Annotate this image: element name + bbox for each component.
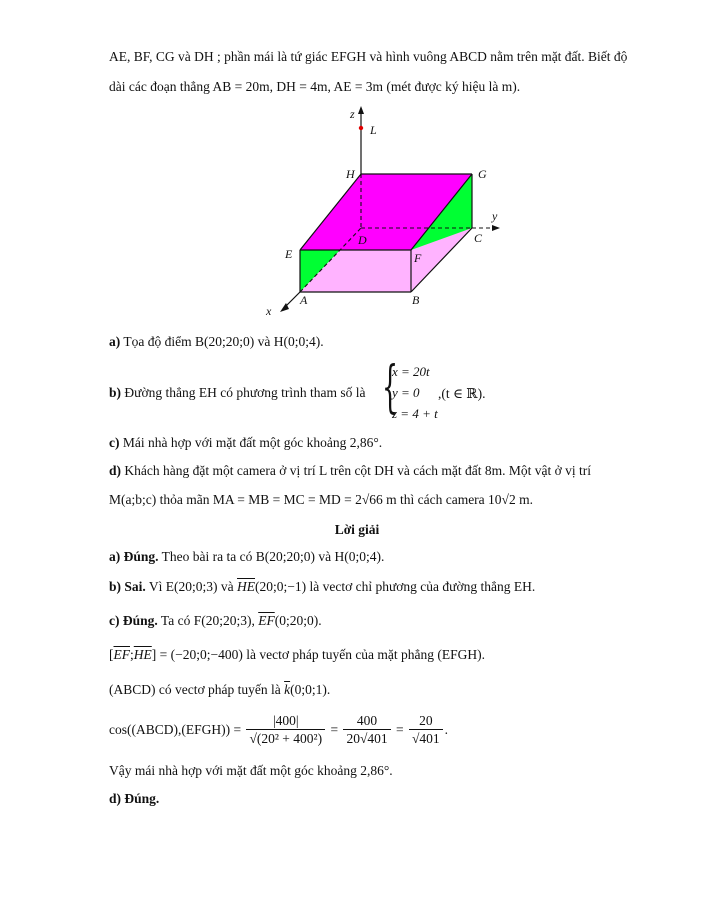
label-L: L [370, 123, 377, 137]
label-H: H [346, 167, 355, 181]
intro-line-1: AE, BF, CG và DH ; phần mái là tứ giác EFGH và hình vuông ABCD nằm trên mặt đất. Biết độ [109, 49, 628, 64]
solution-c-text: Ta có F(20;20;3), [160, 613, 255, 628]
statement-a [109, 333, 324, 351]
solution-d-label: d) Đúng. [109, 791, 160, 806]
solution-b-text-2: (20;0;−1) là vectơ chỉ phương của đường thẳng EH. [255, 579, 536, 594]
fraction-3-den: √401 [412, 731, 440, 747]
label-E: E [285, 247, 293, 261]
statement-c-text: Mái nhà hợp với mặt đất một góc khoảng 2,86°. [122, 435, 383, 450]
label-z: z [350, 107, 355, 121]
fraction-1-den: √(20² + 400²) [249, 731, 323, 747]
fraction-1-num: |400| [246, 713, 325, 730]
label-A: A [300, 293, 308, 307]
statement-d-line-2: M(a;b;c) thỏa mãn MA = MB = MC = MD = 2√66 m thì cách camera 10√2 m. [109, 492, 533, 507]
system-eq-2: y = 0 [392, 385, 420, 400]
label-B: B [412, 293, 420, 307]
cross-product-line [109, 646, 485, 664]
solution-c [109, 612, 322, 630]
label-y: y [492, 209, 498, 223]
box-figure [0, 90, 714, 420]
solution-c-text-2: (0;20;0). [274, 613, 322, 628]
abcd-rest: (0;0;1). [290, 682, 331, 697]
cosine-line [109, 710, 448, 750]
solution-b-label: b) Sai. [109, 579, 146, 594]
solution-b-text: Vì E(20;0;3) và [148, 579, 234, 594]
system-eq-3: z = 4 + t [392, 406, 438, 421]
fraction-3 [409, 713, 443, 748]
cos-lhs: cos((ABCD),(EFGH)) = [109, 722, 242, 737]
fraction-3-num: 20 [409, 713, 443, 730]
statement-b [109, 384, 366, 402]
statement-c-label: c) [109, 435, 120, 450]
solution-a-text: Theo bài ra ta có B(20;20;0) và H(0;0;4). [161, 549, 385, 564]
statement-c [109, 434, 382, 452]
system-eq-1: x = 20t [392, 364, 430, 379]
solution-b-vector: $\overline{HE}$ [237, 579, 256, 594]
point-L [359, 126, 363, 130]
statement-a-label: a) [109, 334, 121, 349]
solution-b [109, 578, 535, 596]
abcd-vector: $\overline{k}$ [284, 682, 291, 697]
cross-open: [ [109, 647, 114, 662]
cross-vector-1: $\overline{EF}$ [113, 647, 130, 662]
equals-1: = [330, 722, 339, 737]
fraction-2-num: 400 [343, 713, 390, 730]
solution-a-label: a) Đúng. [109, 549, 159, 564]
solution-c-vector: $\overline{EF}$ [258, 613, 275, 628]
cross-vector-2: $\overline{HE}$ [133, 647, 152, 662]
label-F: F [414, 251, 422, 265]
fraction-2-den: 20√401 [346, 731, 388, 747]
label-C: C [474, 231, 483, 245]
statement-b-label: b) [109, 385, 122, 400]
conclusion: Vậy mái nhà hợp với mặt đất một góc khoảng 2,86°. [109, 763, 393, 778]
label-x: x [266, 304, 272, 318]
statement-a-text: Tọa độ điểm B(20;20;0) và H(0;0;4). [123, 334, 324, 349]
end-dot: . [444, 722, 449, 737]
label-D: D [358, 233, 367, 247]
cross-rest: ] = (−20;0;−400) là vectơ pháp tuyến của mặt phẳng (EFGH). [151, 647, 486, 662]
cross-sep: ; [130, 647, 134, 662]
fraction-2 [343, 713, 390, 748]
equals-2: = [396, 722, 404, 737]
statement-d-text-1: Khách hàng đặt một camera ở vị trí L trên cột DH và cách mặt đất 8m. Một vật ở vị trí [124, 463, 592, 478]
statement-d-line-1 [109, 462, 664, 480]
statement-b-text: Đường thẳng EH có phương trình tham số là [124, 385, 366, 400]
abcd-normal-line [109, 681, 330, 699]
solution-title: Lời giải [334, 522, 380, 537]
statement-d-label: d) [109, 463, 122, 478]
intro-line-2: dài các đoạn thẳng AB = 20m, DH = 4m, AE = 3m (mét được ký hiệu là m). [109, 79, 521, 94]
solution-c-label: c) Đúng. [109, 613, 158, 628]
system-brace: { [382, 355, 399, 420]
system-condition: ,(t ∈ ℝ). [438, 386, 486, 401]
abcd-text: (ABCD) có vectơ pháp tuyến là [109, 682, 281, 697]
solution-a [109, 548, 384, 566]
fraction-1 [246, 713, 325, 748]
label-G: G [478, 167, 487, 181]
